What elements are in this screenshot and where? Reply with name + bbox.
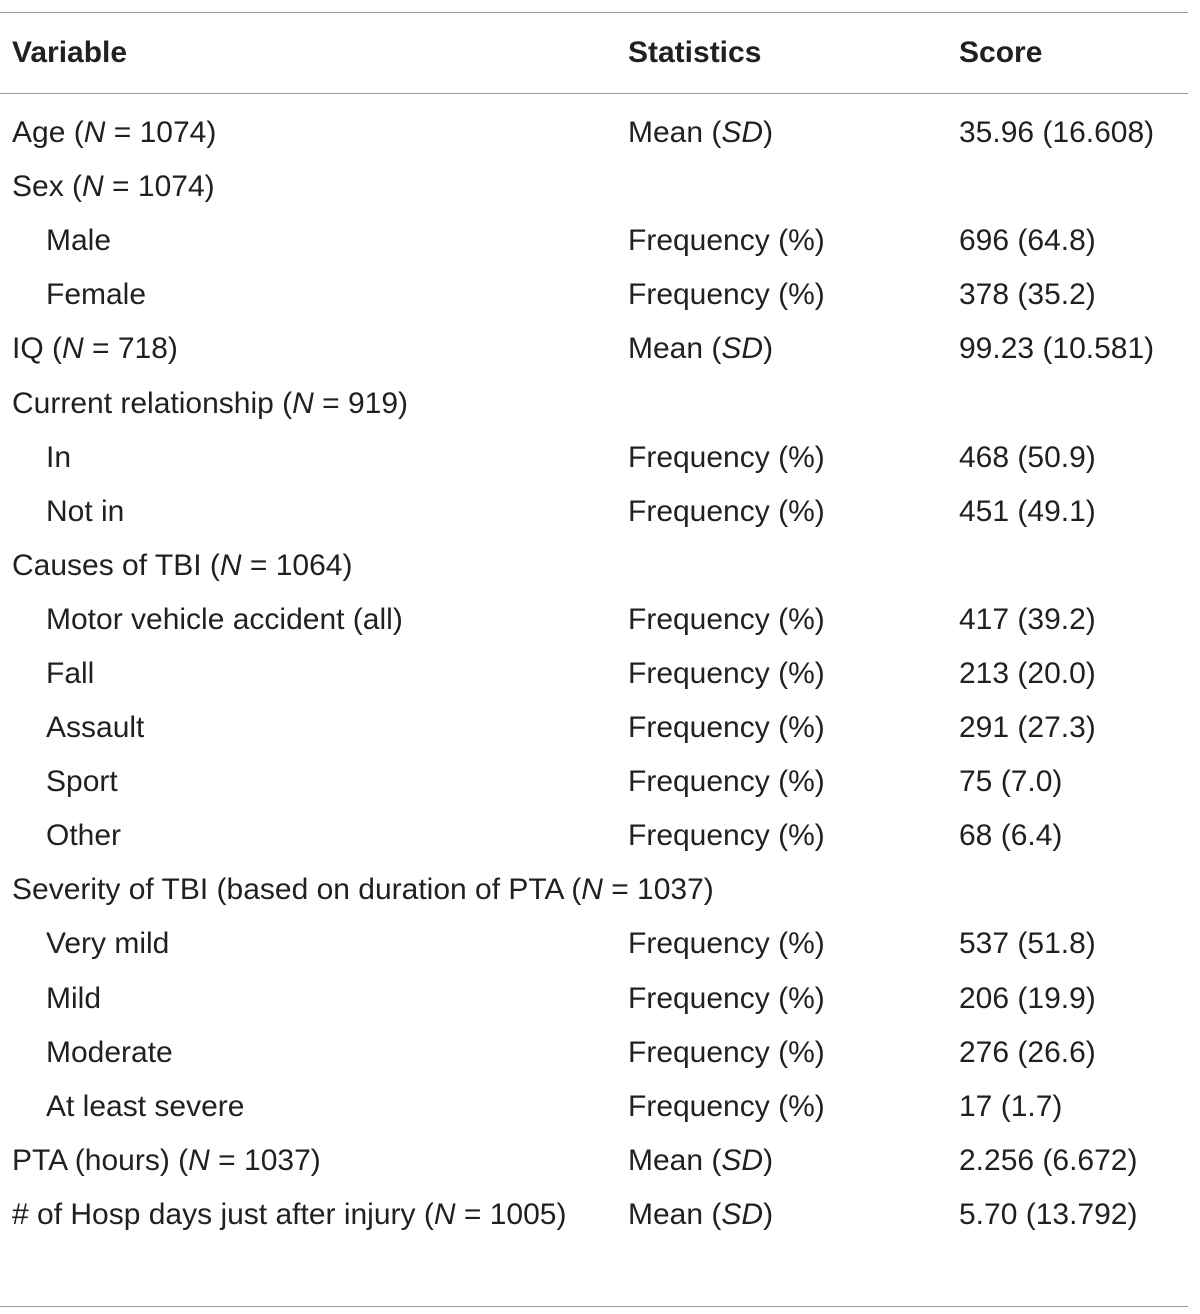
table-row [0, 593, 1188, 647]
header-variable: Variable [12, 36, 128, 69]
table-header [0, 13, 1188, 93]
row-score: 213 (20.0) [959, 656, 1096, 690]
table-body [0, 94, 1188, 1306]
row-variable: Assault [46, 711, 145, 745]
table-row [0, 809, 1188, 863]
table-row [0, 322, 1188, 376]
row-statistics: Mean (SD) [628, 332, 774, 366]
row-score: 276 (26.6) [959, 1035, 1096, 1069]
table-row [0, 431, 1188, 485]
row-variable: Current relationship (N = 919) [12, 386, 409, 420]
row-score: 696 (64.8) [959, 224, 1096, 258]
header-score: Score [959, 36, 1043, 69]
table-row [0, 701, 1188, 755]
row-statistics: Frequency (%) [628, 765, 825, 799]
table-row [0, 755, 1188, 809]
row-variable: Other [46, 819, 122, 853]
row-statistics: Frequency (%) [628, 927, 825, 961]
table-row [0, 106, 1188, 160]
row-statistics: Frequency (%) [628, 440, 825, 474]
table-row [0, 485, 1188, 539]
table-row [0, 647, 1188, 701]
table-row [0, 1080, 1188, 1134]
row-score: 17 (1.7) [959, 1089, 1063, 1123]
row-variable: In [46, 440, 72, 474]
row-statistics: Mean (SD) [628, 1197, 774, 1231]
bottom-rule [0, 1306, 1188, 1307]
row-score: 75 (7.0) [959, 765, 1063, 799]
row-variable: Male [46, 224, 112, 258]
table-row [0, 539, 1188, 593]
row-statistics: Frequency (%) [628, 602, 825, 636]
row-variable: At least severe [46, 1089, 245, 1123]
row-statistics: Mean (SD) [628, 116, 774, 150]
row-score: 468 (50.9) [959, 440, 1096, 474]
row-statistics: Frequency (%) [628, 224, 825, 258]
row-variable: Motor vehicle accident (all) [46, 602, 403, 636]
row-variable: Fall [46, 656, 95, 690]
row-statistics: Frequency (%) [628, 1035, 825, 1069]
table-row [0, 268, 1188, 322]
row-score: 99.23 (10.581) [959, 332, 1155, 366]
row-score: 5.70 (13.792) [959, 1197, 1138, 1231]
table-row [0, 863, 1188, 917]
row-statistics: Mean (SD) [628, 1143, 774, 1177]
row-score: 537 (51.8) [959, 927, 1096, 961]
header-statistics: Statistics [628, 36, 762, 69]
row-variable: Age (N = 1074) [12, 116, 217, 150]
row-score: 451 (49.1) [959, 494, 1096, 528]
row-score: 68 (6.4) [959, 819, 1063, 853]
row-statistics: Frequency (%) [628, 656, 825, 690]
table-row [0, 1188, 1188, 1296]
row-score: 291 (27.3) [959, 711, 1096, 745]
row-variable: Not in [46, 494, 125, 528]
table-row [0, 917, 1188, 971]
table-row [0, 1134, 1188, 1188]
row-variable: PTA (hours) (N = 1037) [12, 1143, 321, 1177]
row-variable: Very mild [46, 927, 170, 961]
row-variable: Causes of TBI (N = 1064) [12, 548, 353, 582]
row-score: 417 (39.2) [959, 602, 1096, 636]
table-row [0, 160, 1188, 214]
row-score: 2.256 (6.672) [959, 1143, 1138, 1177]
table-row [0, 376, 1188, 430]
row-variable: Moderate [46, 1035, 173, 1069]
row-score: 35.96 (16.608) [959, 116, 1155, 150]
row-statistics: Frequency (%) [628, 1089, 825, 1123]
table-row [0, 214, 1188, 268]
row-variable: Severity of TBI (based on duration of PTA (N = 1037) [12, 873, 714, 907]
row-score: 206 (19.9) [959, 981, 1096, 1015]
row-statistics: Frequency (%) [628, 981, 825, 1015]
row-statistics: Frequency (%) [628, 711, 825, 745]
row-variable: Sport [46, 765, 118, 799]
row-statistics: Frequency (%) [628, 494, 825, 528]
row-variable: IQ (N = 718) [12, 332, 178, 366]
row-variable: Mild [46, 981, 102, 1015]
table-row [0, 1026, 1188, 1080]
row-statistics: Frequency (%) [628, 278, 825, 312]
row-variable: Sex (N = 1074) [12, 170, 215, 204]
row-statistics: Frequency (%) [628, 819, 825, 853]
row-score: 378 (35.2) [959, 278, 1096, 312]
row-variable: # of Hosp days just after injury (N = 1005) [12, 1197, 567, 1231]
table-row [0, 972, 1188, 1026]
row-variable: Female [46, 278, 147, 312]
